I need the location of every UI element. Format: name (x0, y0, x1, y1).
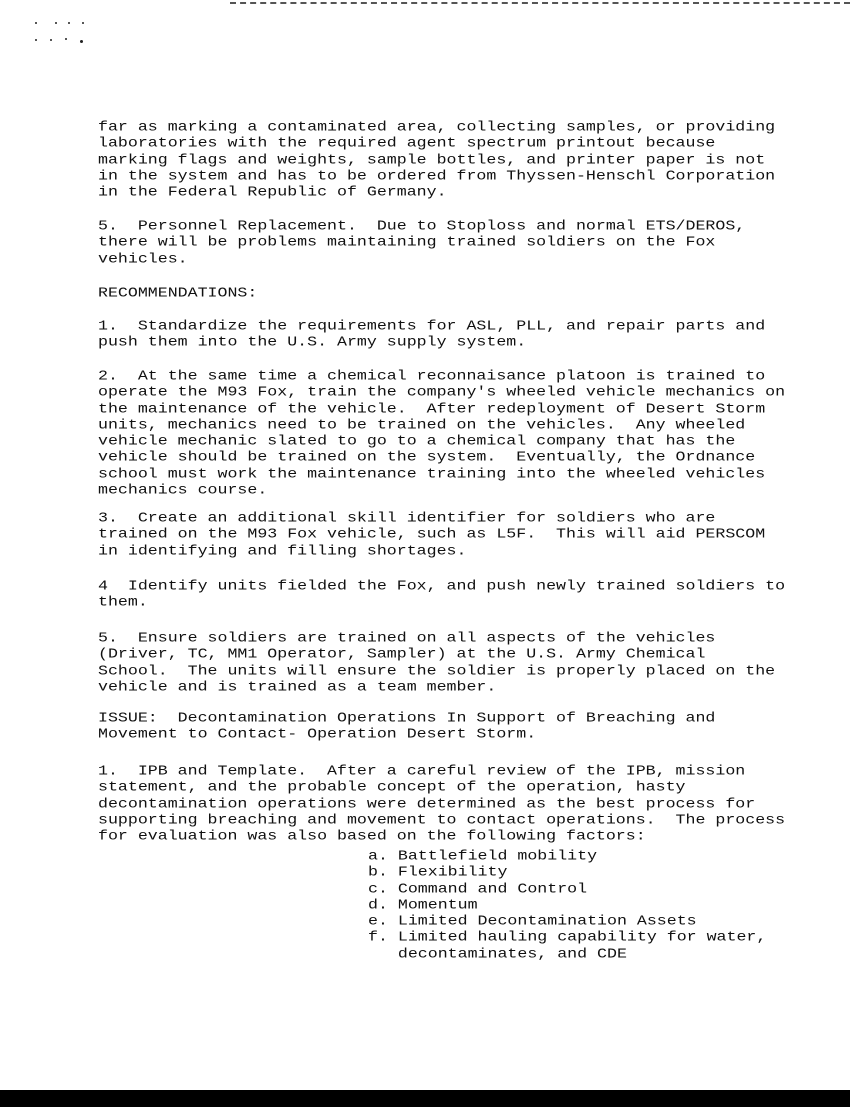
text-line: School. The units will ensure the soldier is properly placed on the (98, 662, 776, 679)
text-line: c. Command and Control (368, 880, 588, 897)
text-line: 5. Ensure soldiers are trained on all aspects of the vehicles (98, 629, 716, 646)
text-line: vehicle should be trained on the system. Eventually, the Ordnance (98, 448, 756, 466)
scan-speck (80, 40, 83, 43)
scan-speck (35, 39, 37, 41)
text-line: vehicle and is trained as a team member. (98, 678, 497, 695)
text-line: decontamination operations were determined as the best process for (98, 795, 756, 812)
text-line: f. Limited hauling capability for water, (368, 928, 767, 946)
text-line: statement, and the probable concept of the operation, hasty (98, 778, 686, 796)
text-line: 5. Personnel Replacement. Due to Stoploss and normal ETS/DEROS, (98, 217, 746, 234)
scan-speck (65, 38, 67, 40)
paragraph-personnel-replacement (98, 218, 745, 267)
text-line: them. (98, 593, 148, 611)
scan-speck (68, 22, 70, 24)
scan-top-edge-rule (230, 2, 850, 4)
text-line: vehicle mechanic slated to go to a chemical company that has the (98, 432, 736, 449)
text-line: vehicles. (98, 250, 188, 267)
paragraph-recommendation-5 (98, 630, 775, 695)
paragraph-factors-list (368, 848, 766, 962)
text-line: the maintenance of the vehicle. After redeployment of Desert Storm (98, 400, 766, 417)
paragraph-recommendation-3 (98, 510, 765, 559)
text-line: 1. IPB and Template. After a careful review of the IPB, mission (98, 762, 746, 779)
paragraph-recommendation-2 (98, 368, 785, 498)
paragraph-recommendation-1 (98, 318, 765, 351)
text-line: e. Limited Decontamination Assets (368, 912, 697, 929)
text-line: trained on the M93 Fox vehicle, such as L5F. This will aid PERSCOM (98, 525, 766, 543)
paragraph-issue (98, 710, 715, 743)
scan-speck (82, 22, 84, 24)
text-line: a. Battlefield mobility (368, 847, 598, 864)
text-line: 1. Standardize the requirements for ASL, PLL, and repair parts and (98, 317, 766, 334)
text-line: push them into the U.S. Army supply system. (98, 333, 527, 351)
text-line: mechanics course. (98, 481, 268, 498)
text-line: in the system and has to be ordered from Thyssen-Henschl Corporation (98, 167, 776, 184)
text-line: decontaminates, and CDE (368, 945, 627, 962)
text-line: for evaluation was also based on the following factors: (98, 827, 646, 844)
text-line: RECOMMENDATIONS: (98, 284, 258, 301)
text-line: supporting breaching and movement to contact operations. The process (98, 811, 786, 828)
scan-speck (50, 39, 52, 41)
text-line: 2. At the same time a chemical reconnaisance platoon is trained to (98, 367, 766, 384)
text-line: ISSUE: Decontamination Operations In Support of Breaching and (98, 709, 716, 726)
text-line: in the Federal Republic of Germany. (98, 183, 447, 200)
scan-speck (55, 22, 57, 24)
text-line: in identifying and filling shortages. (98, 542, 467, 559)
text-line: laboratories with the required agent spectrum printout because (98, 134, 716, 152)
scan-speck (35, 22, 37, 24)
text-line: 4 Identify units fielded the Fox, and push newly trained soldiers to (98, 577, 786, 594)
text-line: d. Momentum (368, 896, 478, 913)
text-line: school must work the maintenance training into the wheeled vehicles (98, 465, 766, 482)
text-line: Movement to Contact- Operation Desert Storm. (98, 725, 537, 743)
text-line: 3. Create an additional skill identifier for soldiers who are (98, 509, 716, 526)
paragraph-intro-continuation (98, 119, 775, 200)
text-line: units, mechanics need to be trained on the vehicles. Any wheeled (98, 416, 746, 433)
scan-bottom-edge (0, 1090, 850, 1107)
text-line: far as marking a contaminated area, collecting samples, or providing (98, 118, 776, 135)
text-line: marking flags and weights, sample bottles, and printer paper is not (98, 151, 766, 168)
paragraph-ipb-and-template (98, 763, 785, 844)
text-line: (Driver, TC, MM1 Operator, Sampler) at the U.S. Army Chemical (98, 645, 706, 663)
text-line: b. Flexibility (368, 863, 508, 881)
paragraph-recommendation-4 (98, 578, 785, 611)
text-line: operate the M93 Fox, train the company's wheeled vehicle mechanics on (98, 383, 786, 401)
paragraph-recommendations-heading (98, 285, 257, 301)
text-line: there will be problems maintaining trained soldiers on the Fox (98, 233, 716, 251)
